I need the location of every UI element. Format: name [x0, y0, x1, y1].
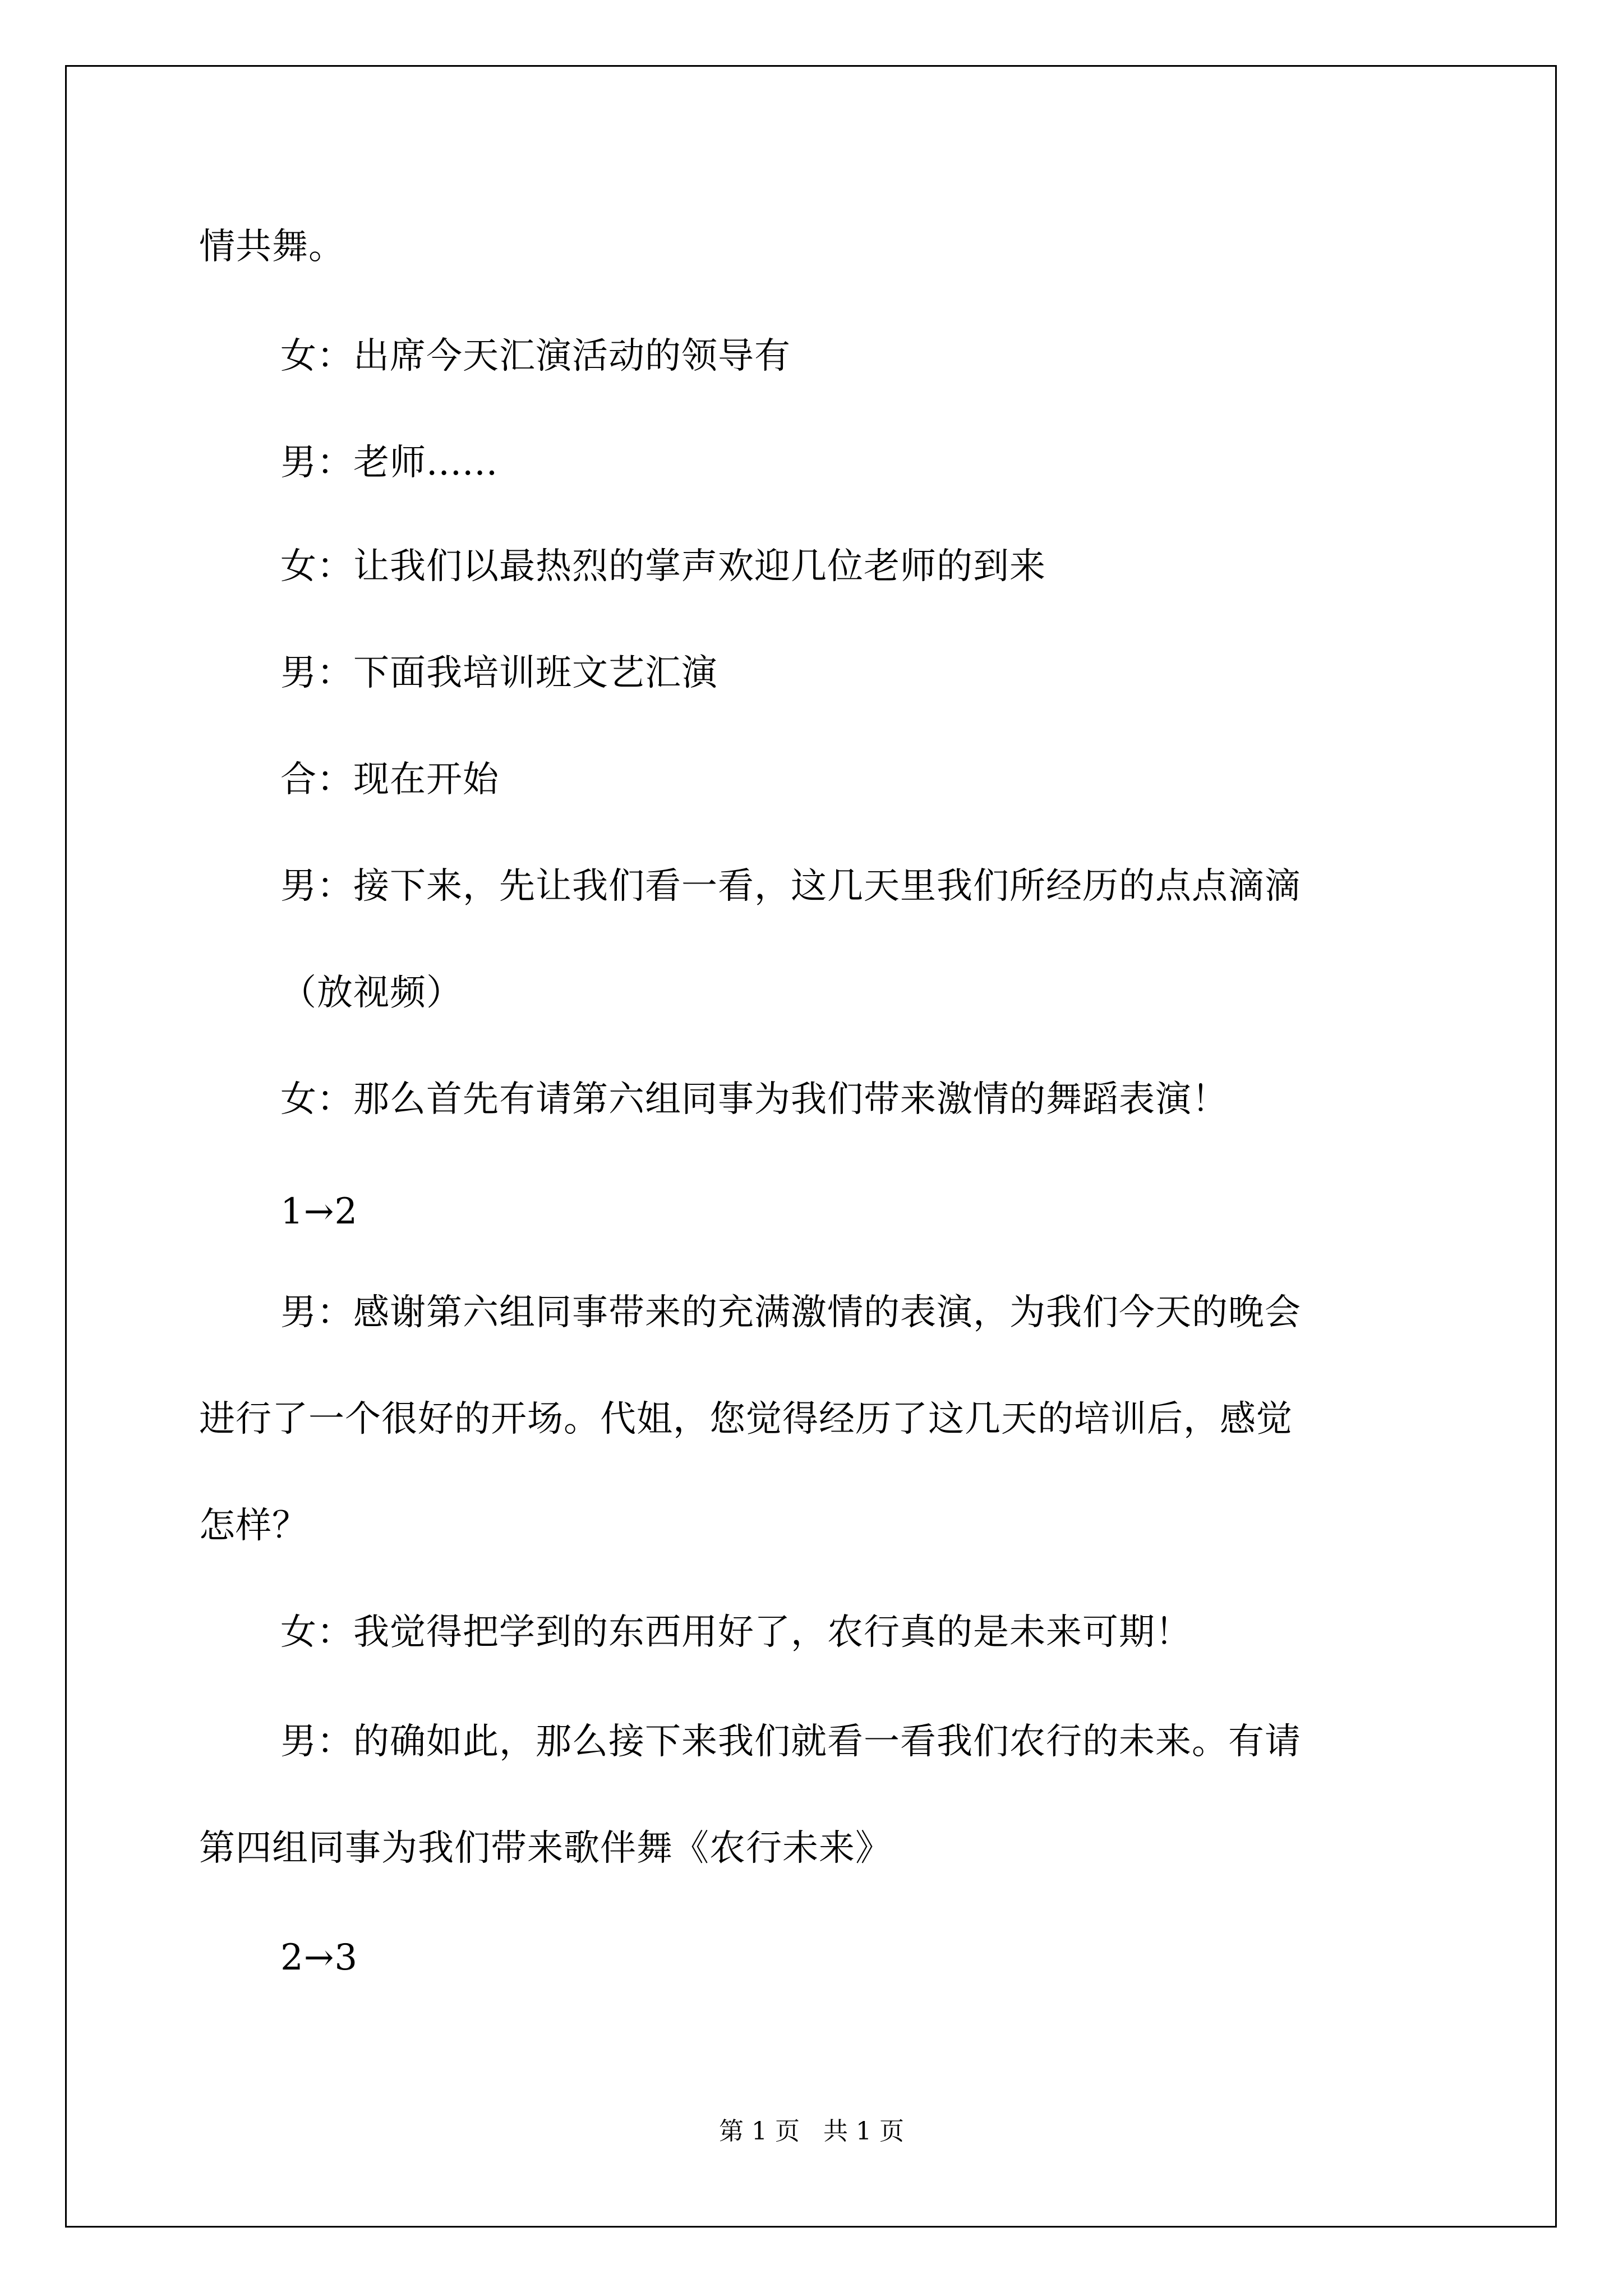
text-line: 第四组同事为我们带来歌伴舞《农行未来》 — [199, 1828, 892, 1869]
text-line: 男：老师...... — [280, 442, 499, 484]
text-line: 女：出席今天汇演活动的领导有 — [280, 335, 791, 377]
text-line: 女：那么首先有请第六组同事为我们带来激情的舞蹈表演！ — [280, 1079, 1228, 1120]
page-footer: 第 1 页 共 1 页 — [719, 2117, 904, 2146]
text-line: 女：让我们以最热烈的掌声欢迎几位老师的到来 — [280, 546, 1046, 587]
text-line: 男：感谢第六组同事带来的充满激情的表演，为我们今天的晚会 — [280, 1292, 1301, 1333]
text-line: 男：接下来，先让我们看一看，这几天里我们所经历的点点滴滴 — [280, 866, 1301, 907]
text-line: 女：我觉得把学到的东西用好了，农行真的是未来可期！ — [280, 1612, 1192, 1653]
text-line: 男：的确如此，那么接下来我们就看一看我们农行的未来。有请 — [280, 1721, 1301, 1763]
page-border — [65, 65, 1557, 2228]
text-line: 男：下面我培训班文艺汇演 — [280, 652, 718, 694]
text-line: 2→3 — [280, 1937, 358, 1978]
text-line: 合：现在开始 — [280, 759, 499, 800]
text-line: 1→2 — [280, 1191, 358, 1232]
text-line: （放视频） — [280, 972, 463, 1014]
text-line: 进行了一个很好的开场。代姐，您觉得经历了这几天的培训后，感觉 — [199, 1398, 1293, 1440]
text-line: 情共舞。 — [199, 226, 345, 268]
text-line: 怎样？ — [199, 1505, 308, 1547]
